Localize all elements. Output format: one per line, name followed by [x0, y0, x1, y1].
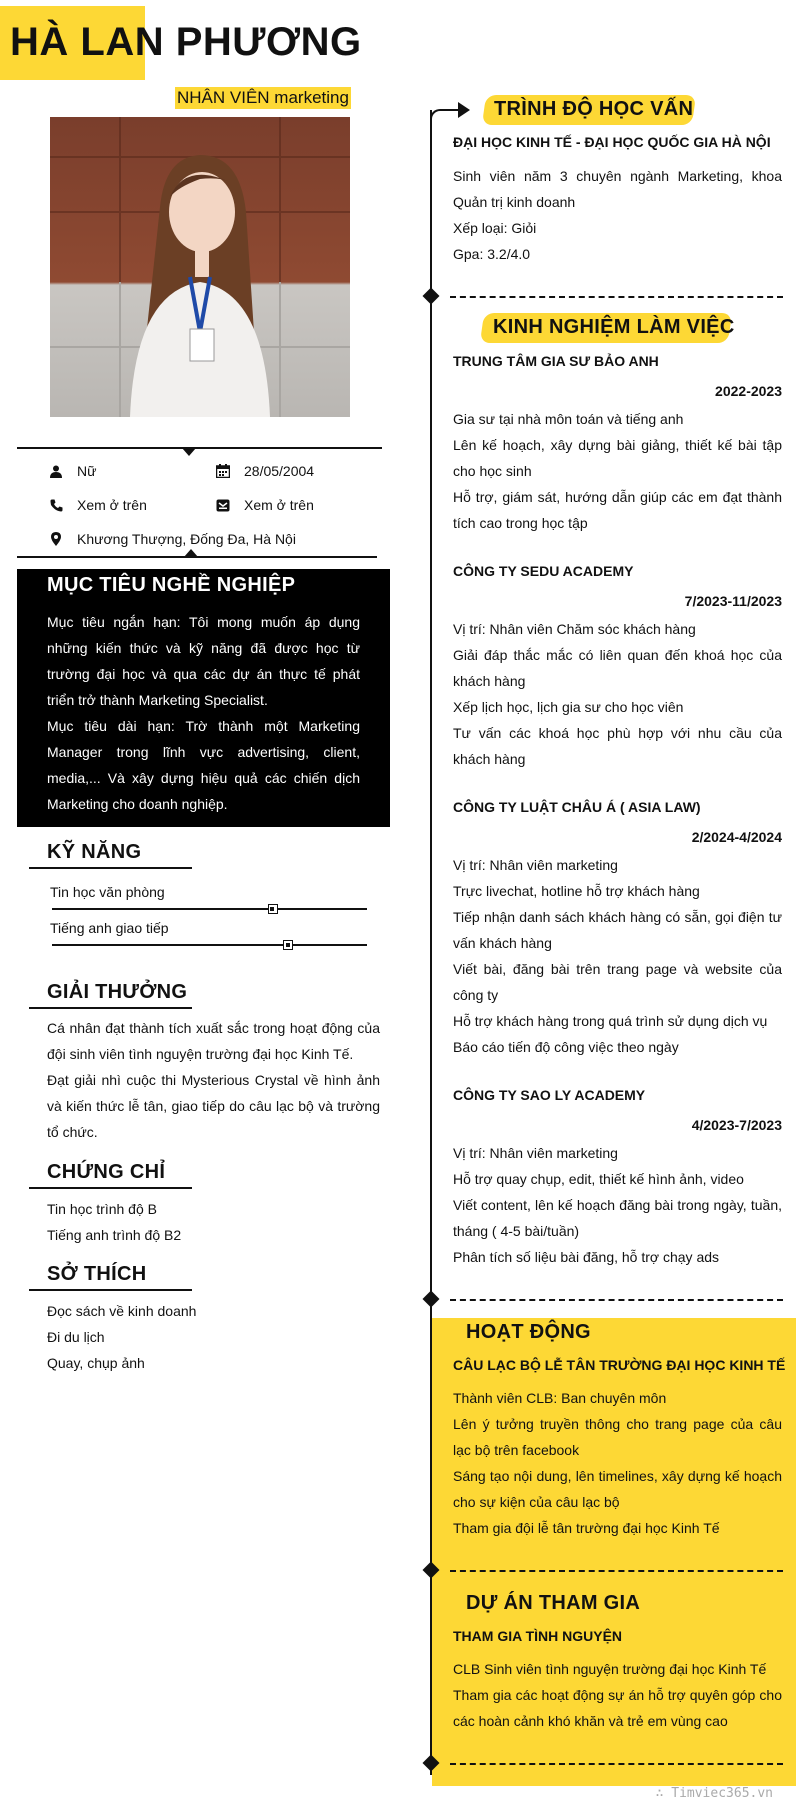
experience-title: KINH NGHIỆM LÀM VIỆC	[493, 316, 735, 338]
activities-org: CÂU LẠC BỘ LỄ TÂN TRƯỜNG ĐẠI HỌC KINH TẾ	[453, 1357, 786, 1373]
phone-value: Xem ở trên	[77, 497, 147, 513]
watermark: ∴ Timviec365.vn	[655, 1786, 773, 1801]
awards-underline	[29, 1007, 192, 1009]
gender-value: Nữ	[77, 463, 97, 479]
gender-item	[47, 463, 96, 479]
birthday-value: 28/05/2004	[244, 463, 315, 479]
timeline-line	[430, 110, 432, 1775]
job-line: Viết bài, đăng bài trên trang page và website của công ty	[453, 961, 782, 1003]
job-date: 7/2023-11/2023	[684, 593, 782, 609]
skill-bar	[52, 908, 367, 910]
objective-short-term: Mục tiêu ngắn hạn: Tôi mong muốn áp dụng những kiến thức và kỹ năng đã được học từ trường đại học và qua các dự án thực tế phát triển trở thành Marketing Specialist.	[47, 614, 360, 708]
skills-title: KỸ NĂNG	[47, 841, 142, 863]
job-line: Hỗ trợ quay chụp, edit, thiết kế hình ảnh, video	[453, 1171, 744, 1187]
watermark-text: Timviec365.vn	[671, 1786, 773, 1801]
activity-line: Lên ý tưởng truyền thông cho trang page của câu lạc bộ trên facebook	[453, 1416, 782, 1458]
phone-item	[47, 497, 147, 513]
location-icon	[47, 531, 65, 547]
birthday-item	[214, 463, 314, 479]
job-line: Tư vấn các khoá học phù hợp với nhu cầu của khách hàng	[453, 725, 782, 767]
projects-org: THAM GIA TÌNH NGUYỆN	[453, 1628, 623, 1644]
email-icon	[214, 497, 232, 513]
section-separator	[450, 1299, 783, 1301]
job-line: Giải đáp thắc mắc có liên quan đến khoá học của khách hàng	[453, 647, 782, 689]
skill-label: Tiếng anh giao tiếp	[50, 920, 169, 936]
award-item: Cá nhân đạt thành tích xuất sắc trong hoạt động của đội sinh viên tình nguyện trường đại học Kinh Tế.	[47, 1020, 380, 1062]
activity-line: Tham gia đội lễ tân trường đại học Kinh Tế	[453, 1520, 720, 1536]
skill-level-knob	[283, 940, 293, 950]
certificates-underline	[29, 1187, 192, 1189]
activities-title: HOẠT ĐỘNG	[466, 1321, 591, 1343]
job-date: 4/2023-7/2023	[691, 1117, 782, 1133]
section-separator	[450, 1763, 783, 1765]
profile-photo	[50, 117, 350, 417]
education-line: Xếp loại: Giỏi	[453, 220, 537, 236]
phone-icon	[47, 497, 65, 513]
activity-line: Thành viên CLB: Ban chuyên môn	[453, 1390, 667, 1406]
objective-long-term: Mục tiêu dài hạn: Trờ thành một Marketing Manager trong lĩnh vực advertising, client, media,... Và xây dựng hiệu quả các chiến dịch Marketing cho doanh nghiệp.	[47, 718, 360, 812]
activity-line: Sáng tạo nội dung, lên timelines, xây dựng kế hoạch cho sự kiện của câu lạc bộ	[453, 1468, 782, 1510]
timeline-top-curve	[430, 109, 458, 125]
job-company: CÔNG TY SEDU ACADEMY	[453, 563, 634, 579]
project-line: Tham gia các hoạt động sự án hỗ trợ quyên góp cho các hoàn cảnh khó khăn và trẻ em vùng cao	[453, 1687, 782, 1729]
job-date: 2022-2023	[715, 383, 782, 399]
skill-label: Tin học văn phòng	[50, 884, 165, 900]
job-line: Lên kế hoạch, xây dựng bài giảng, thiết kế bài tập cho học sinh	[453, 437, 782, 479]
projects-title: DỰ ÁN THAM GIA	[466, 1592, 641, 1614]
education-line: Gpa: 3.2/4.0	[453, 246, 531, 262]
job-line: Vị trí: Nhân viên marketing	[453, 1145, 618, 1161]
education-line: Sinh viên năm 3 chuyên ngành Marketing, khoa Quản trị kinh doanh	[453, 168, 782, 210]
timeline-node	[423, 1291, 440, 1308]
job-line: Trực livechat, hotline hỗ trợ khách hàng	[453, 883, 700, 899]
hobby-item: Đi du lịch	[47, 1329, 105, 1345]
email-item	[214, 497, 314, 513]
objective-title: MỤC TIÊU NGHỀ NGHIỆP	[47, 574, 296, 596]
hobby-item: Đọc sách về kinh doanh	[47, 1303, 197, 1319]
skill-level-knob	[268, 904, 278, 914]
hobbies-title: SỞ THÍCH	[47, 1263, 147, 1285]
user-icon	[47, 463, 65, 479]
job-line: Xếp lịch học, lịch gia sư cho học viên	[453, 699, 684, 715]
job-line: Phân tích số liệu bài đăng, hỗ trợ chạy ads	[453, 1249, 720, 1265]
timeline-arrow-icon	[458, 102, 470, 118]
education-school: ĐẠI HỌC KINH TẾ - ĐẠI HỌC QUỐC GIA HÀ NỘI	[453, 134, 771, 150]
certificate-item: Tiếng anh trình độ B2	[47, 1227, 182, 1243]
certificates-title: CHỨNG CHỈ	[47, 1161, 166, 1183]
job-line: Tiếp nhận danh sách khách hàng có sẵn, gọi điện tư vấn khách hàng	[453, 909, 782, 951]
job-line: Viết content, lên kế hoạch đăng bài trong ngày, tuần, tháng ( 4-5 bài/tuần)	[453, 1197, 782, 1239]
education-title: TRÌNH ĐỘ HỌC VẤN	[494, 98, 694, 120]
hobbies-underline	[29, 1289, 192, 1291]
awards-title: GIẢI THƯỞNG	[47, 981, 188, 1003]
job-line: Báo cáo tiến độ công việc theo ngày	[453, 1039, 679, 1055]
award-item: Đạt giải nhì cuộc thi Mysterious Crystal về hình ảnh và kiến thức lễ tân, giao tiếp do câu lạc bộ và trường tổ chức.	[47, 1072, 380, 1140]
email-value: Xem ở trên	[244, 497, 314, 513]
contact-divider-top	[17, 447, 382, 449]
address-value: Khương Thượng, Đống Đa, Hà Nội	[77, 531, 296, 547]
job-date: 2/2024-4/2024	[691, 829, 782, 845]
job-company: CÔNG TY SAO LY ACADEMY	[453, 1087, 646, 1103]
job-title: NHÂN VIÊN marketing	[177, 88, 349, 107]
project-line: CLB Sinh viên tình nguyện trường đại học Kinh Tế	[453, 1661, 767, 1677]
job-line: Vị trí: Nhân viên Chăm sóc khách hàng	[453, 621, 696, 637]
job-company: CÔNG TY LUẬT CHÂU Á ( ASIA LAW)	[453, 799, 701, 815]
job-line: Hỗ trợ, giám sát, hướng dẫn giúp các em đạt thành tích cao trong học tập	[453, 489, 782, 531]
job-company: TRUNG TÂM GIA SƯ BẢO ANH	[453, 353, 659, 369]
job-line: Vị trí: Nhân viên marketing	[453, 857, 618, 873]
calendar-icon	[214, 463, 232, 479]
section-separator	[450, 1570, 783, 1572]
contact-divider-bottom	[17, 556, 377, 558]
skills-underline	[29, 867, 192, 869]
divider-arrow-down	[182, 448, 196, 456]
candidate-name: HÀ LAN PHƯƠNG	[10, 20, 362, 64]
hobby-item: Quay, chụp ảnh	[47, 1355, 145, 1371]
certificate-item: Tin học trình độ B	[47, 1201, 157, 1217]
address-item	[47, 531, 296, 547]
job-line: Gia sư tại nhà môn toán và tiếng anh	[453, 411, 684, 427]
section-separator	[450, 296, 783, 298]
job-line: Hỗ trợ khách hàng trong quá trình sử dụng dịch vụ	[453, 1013, 768, 1029]
timeline-node	[423, 288, 440, 305]
skill-bar	[52, 944, 367, 946]
